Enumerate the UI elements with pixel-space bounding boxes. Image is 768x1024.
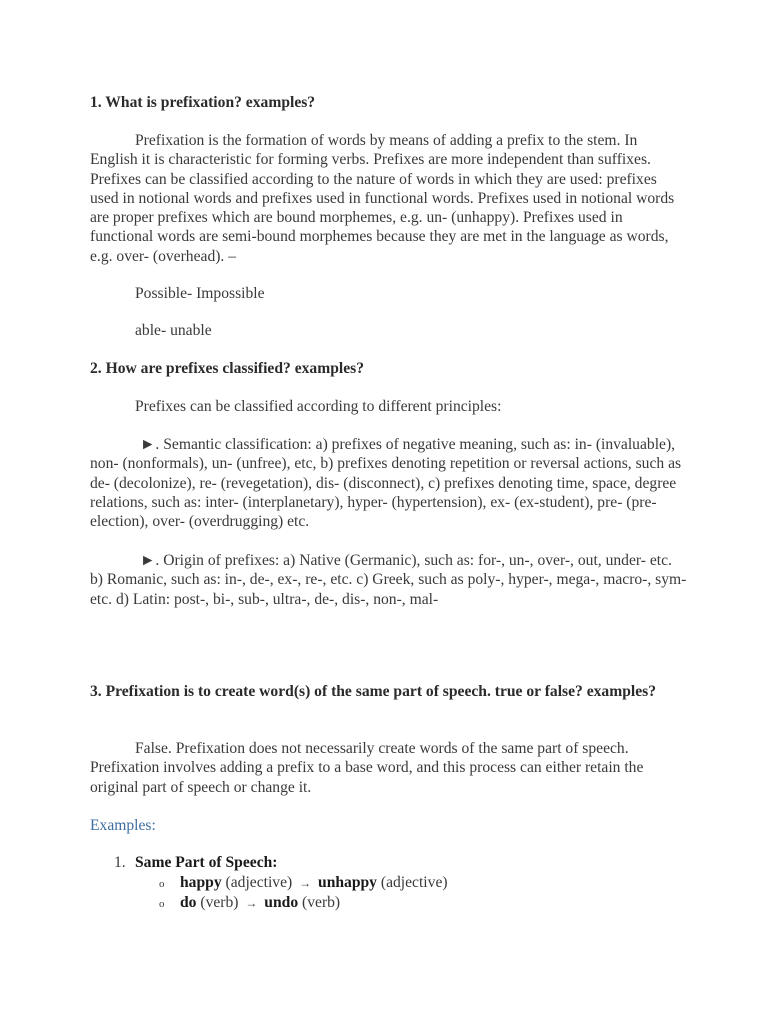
list-item-label: Same Part of Speech: <box>135 854 278 871</box>
question-2-heading: 2. How are prefixes classified? examples? <box>90 360 365 377</box>
example-able-unable: able- unable <box>135 322 212 339</box>
semantic-classification-paragraph: ►. Semantic classification: a) prefixes of negative meaning, such as: in- (invaluable), non- (nonformals), un- (unfree), etc, b) prefixes denoting repetition or reversal actions, such as de- (decolonize), re- (revegetation), dis- (disconnect), c) prefixes denoting time, space, degree relations, such as: inter- (interplanetary), hyper- (hypertension), ex- (ex-student), pre- (pre-election), over- (overdrugging) etc. <box>90 436 682 531</box>
base-word: happy <box>180 874 222 891</box>
derived-part-of-speech: (adjective) <box>380 874 448 891</box>
question-2-intro: Prefixes can be classified according to different principles: <box>135 398 502 415</box>
derived-word: unhappy <box>318 874 377 891</box>
origin-of-prefixes-paragraph: ►. Origin of prefixes: a) Native (Germanic), such as: for-, un-, over-, out, under- etc. b) Romanic, such as: in-, de-, ex-, re-, etc. c) Greek, such as poly-, hyper-, mega-, macro-, sym- etc. d) Latin: post-, bi-, sub-, ultra-, de-, dis-, non-, mal- <box>90 552 687 608</box>
sub-list-item-do <box>159 893 340 914</box>
right-arrow-icon: → <box>245 896 258 910</box>
circle-bullet-icon: o <box>159 898 165 910</box>
derived-part-of-speech: (verb) <box>302 894 341 911</box>
list-number: 1. <box>114 854 126 871</box>
base-part-of-speech: (verb) <box>200 894 239 911</box>
derived-word: undo <box>264 894 299 911</box>
examples-label: Examples: <box>90 817 156 834</box>
example-possible-impossible: Possible- Impossible <box>135 285 265 302</box>
sub-list-item-happy <box>159 873 448 894</box>
question-1-paragraph: Prefixation is the formation of words by means of adding a prefix to the stem. In English it is characteristic for forming verbs. Prefixes are more independent than suffixes. Prefixes can be classified according to the nature of words in which they are used: prefixes used in notional words and prefixes used in functional words. Prefixes used in notional words are proper prefixes which are bound morphemes, e.g. un- (unhappy). Prefixes used in functional words are semi-bound morphemes because they are met in the language as words, e.g. over- (overhead). – <box>90 132 675 265</box>
list-item-same-part-of-speech <box>114 853 277 872</box>
question-3-heading: 3. Prefixation is to create word(s) of the same part of speech. true or false? examples? <box>90 683 657 700</box>
right-arrow-icon: → <box>299 876 312 890</box>
base-word: do <box>180 894 197 911</box>
base-part-of-speech: (adjective) <box>225 874 293 891</box>
question-3-answer: False. Prefixation does not necessarily create words of the same part of speech. Prefixation involves adding a prefix to a base word, and this process can either retain the original part of speech or change it. <box>90 740 644 796</box>
circle-bullet-icon: o <box>159 878 165 890</box>
question-1-heading: 1. What is prefixation? examples? <box>90 94 316 111</box>
